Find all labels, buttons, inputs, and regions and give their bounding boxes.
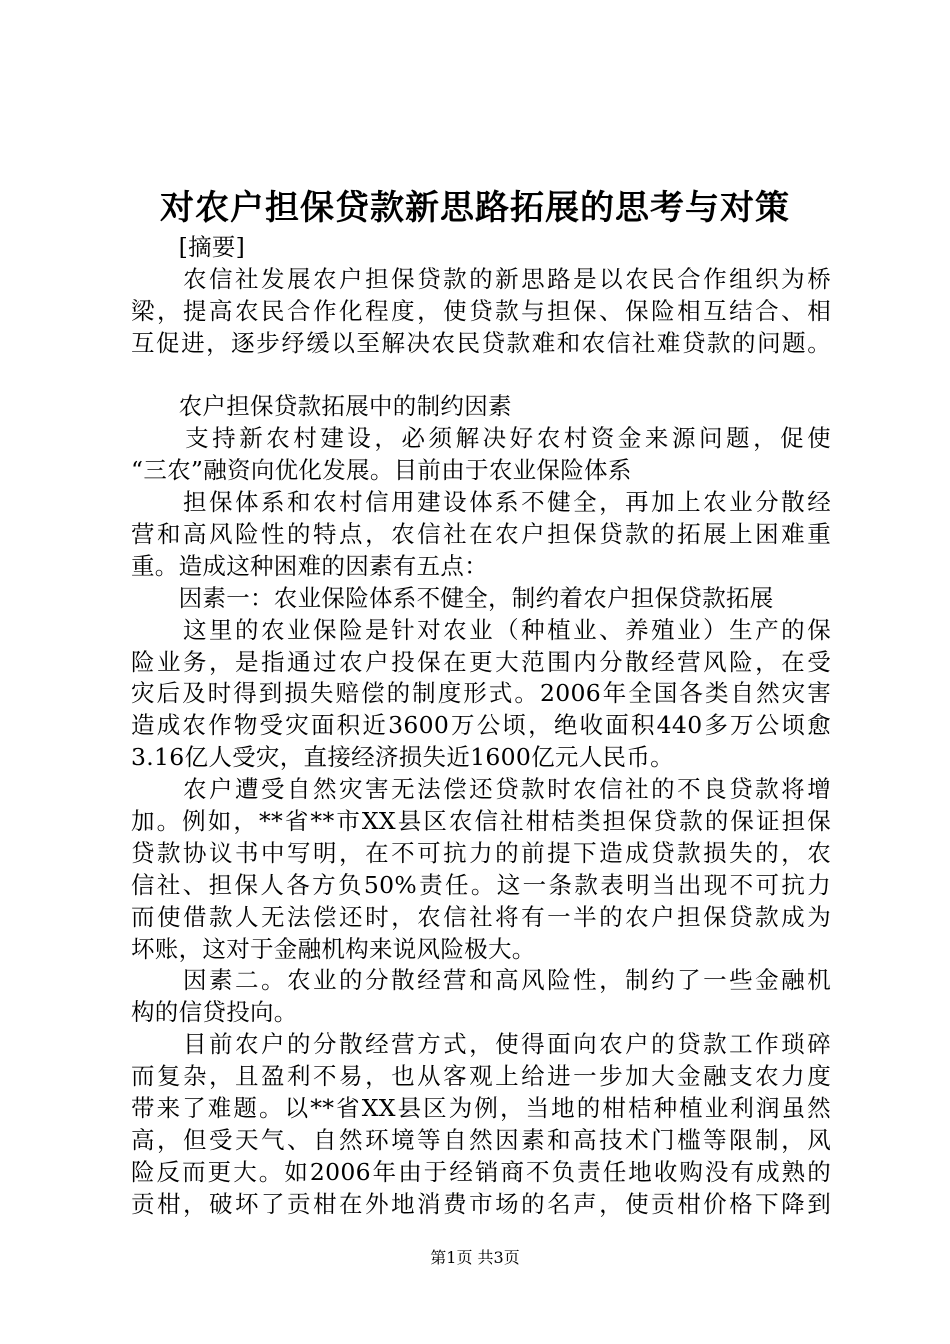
blank-line — [131, 360, 831, 392]
body-line: [摘要] — [131, 233, 246, 261]
body-line: 构的信贷投向。 — [131, 998, 298, 1027]
body-line: 3.16亿人受灾，直接经济损失近1600亿元人民币。 — [131, 743, 674, 772]
body-line: 坏账，这对于金融机构来说风险极大。 — [131, 934, 536, 963]
body-line: 这里的农业保险是针对农业（种植业、养殖业）生产的保 — [131, 615, 831, 644]
body-line: 互促进，逐步纾缓以至解决农民贷款难和农信社难贷款的问题。 — [131, 328, 831, 357]
body-line: “三农”融资向优化发展。目前由于农业保险体系 — [131, 456, 632, 485]
body-line: 险反而更大。如2006年由于经销商不负责任地收购没有成熟的 — [131, 1157, 831, 1186]
body-line: 目前农户的分散经营方式，使得面向农户的贷款工作琐碎 — [131, 1030, 831, 1059]
body-line: 农户遭受自然灾害无法偿还贷款时农信社的不良贷款将增 — [131, 775, 831, 804]
body-line: 贷款协议书中写明，在不可抗力的前提下造成贷款损失的，农 — [131, 838, 831, 867]
body-line: 高，但受天气、自然环境等自然因素和高技术门槛等限制，风 — [131, 1125, 831, 1154]
body-line: 重。造成这种困难的因素有五点： — [131, 551, 488, 580]
document-title: 对农户担保贷款新思路拓展的思考与对策 — [160, 188, 790, 228]
body-line: 而使借款人无法偿还时，农信社将有一半的农户担保贷款成为 — [131, 902, 831, 931]
body-line: 带来了难题。以**省XX县区为例，当地的柑桔种植业利润虽然 — [131, 1094, 831, 1123]
body-line: 贡柑，破坏了贡柑在外地消费市场的名声，使贡柑价格下降到 — [131, 1189, 831, 1218]
body-line: 灾后及时得到损失赔偿的制度形式。2006年全国各类自然灾害 — [131, 679, 831, 708]
body-line: 梁，提高农民合作化程度，使贷款与担保、保险相互结合、相 — [131, 296, 831, 325]
body-line: 营和高风险性的特点，农信社在农户担保贷款的拓展上困难重 — [131, 520, 831, 549]
body-line: 而复杂，且盈利不易，也从客观上给进一步加大金融支农力度 — [131, 1062, 831, 1091]
body-line: 农户担保贷款拓展中的制约因素 — [131, 392, 512, 421]
body-line: 加。例如，**省**市XX县区农信社柑桔类担保贷款的保证担保 — [131, 807, 831, 836]
body-line: 信社、担保人各方负50%责任。这一条款表明当出现不可抗力 — [131, 870, 831, 899]
body-line: 造成农作物受灾面积近3600万公顷，绝收面积440多万公顷愈 — [131, 711, 831, 740]
body-line: 险业务，是指通过农户投保在更大范围内分散经营风险，在受 — [131, 647, 831, 676]
body-line: 因素二。农业的分散经营和高风险性，制约了一些金融机 — [131, 966, 831, 995]
body-line: 因素一：农业保险体系不健全，制约着农户担保贷款拓展 — [131, 583, 774, 612]
body-line: 担保体系和农村信用建设体系不健全，再加上农业分散经 — [131, 488, 831, 517]
page-number-footer: 第1页 共3页 — [430, 1248, 520, 1267]
document-body — [131, 232, 831, 1221]
body-line: 农信社发展农户担保贷款的新思路是以农民合作组织为桥 — [131, 264, 831, 293]
body-line: 支持新农村建设，必须解决好农村资金来源问题，促使 — [131, 424, 831, 453]
